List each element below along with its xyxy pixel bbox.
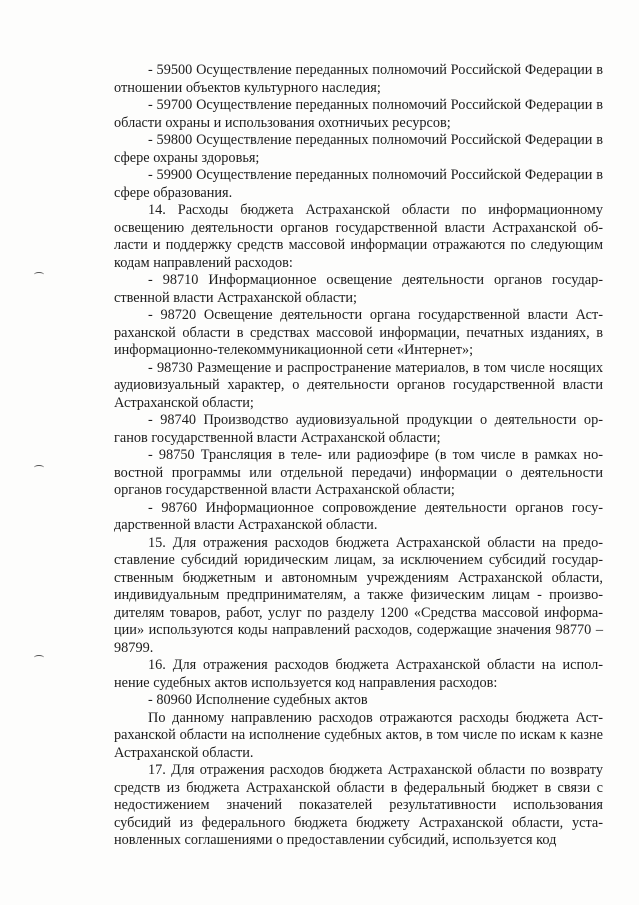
margin-mark — [34, 655, 44, 660]
paragraph: - 80960 Исполнение судебных актов — [148, 692, 368, 708]
paragraph: - 98750 Трансляция в теле- или радиоэфире (в том числе в рамках новостной программы или отдельной передачи) информации о деятельности органов государственной власти Астраханской области; — [114, 447, 603, 498]
paragraph: - 98730 Размещение и распространение материалов, в том числе носящих аудиовизуальный характер, о деятельности органов государственной власти Астраханской области; — [114, 359, 603, 411]
paragraph: - 98710 Информационное освещение деятельности органов государственной власти Астраханской области; — [114, 272, 603, 306]
margin-mark — [34, 465, 44, 470]
paragraph: 15. Для отражения расходов бюджета Астраханской области на предоставление субсидий юридическим лицам, за исключением субсидий государственным бюджетным и автономным учреждениям Астраханской области, индивидуальным предпринимателям, а также физическим лицам - производителям товаров, работ, услуг по разделу 1200 «Средства массовой информации» используются коды направлений расходов, содержащие значения 98770 – 98799. — [114, 534, 603, 656]
paragraph: 16. Для отражения расходов бюджета Астраханской области на исполнение судебных актов используется код направления расходов: — [114, 657, 603, 691]
margin-mark — [34, 272, 44, 277]
paragraph: - 59500 Осуществление переданных полномочий Российской Федерации в отношении объектов культурного наследия; — [114, 62, 603, 96]
paragraph: - 98740 Производство аудиовизуальной продукции о деятельности органов государственной власти Астраханской области; — [114, 412, 603, 446]
paragraph: - 59800 Осуществление переданных полномочий Российской Федерации в сфере охраны здоровья; — [114, 132, 603, 166]
paragraph: - 59700 Осуществление переданных полномочий Российской Федерации в области охраны и использования охотничьих ресурсов; — [114, 97, 603, 131]
paragraph: - 98760 Информационное сопровождение деятельности органов государственной власти Астраханской области. — [114, 499, 603, 533]
paragraph: 17. Для отражения расходов бюджета Астраханской области по возврату средств из бюджета Астраханской области в федеральный бюджет в связи с недостижением значений показателей результативности использования субсидий из федерального бюджета бюджету Астраханской области, установленных соглашениями о предоставлении субсидий, используется код — [114, 762, 603, 848]
paragraph: - 98720 Освещение деятельности органа государственной власти Астраханской области в средствах массовой информации, печатных изданиях, в информационно-телекоммуникационной сети «Интернет»; — [114, 307, 603, 358]
paragraph: По данному направлению расходов отражаются расходы бюджета Астраханской области на исполнение судебных актов, в том числе по искам к казне Астраханской области. — [114, 709, 603, 761]
paragraph: - 59900 Осуществление переданных полномочий Российской Федерации в сфере образования. — [114, 167, 603, 201]
paragraph: 14. Расходы бюджета Астраханской области по информационному освещению деятельности органов государственной власти Астраханской области и поддержку средств массовой информации отражаются по следующим кодам направлений расходов: — [114, 202, 603, 271]
